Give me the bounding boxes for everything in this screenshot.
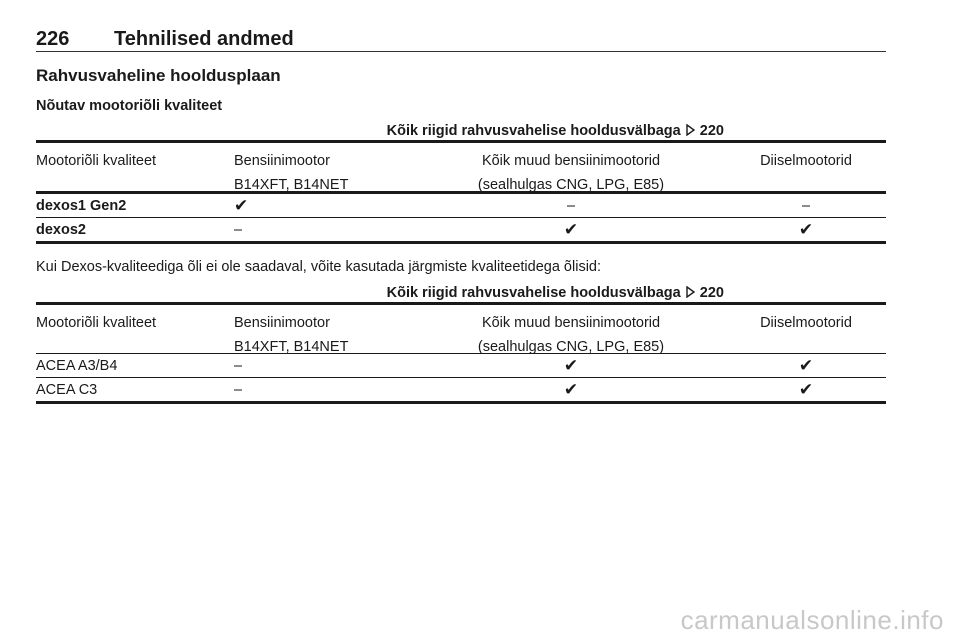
page-reference-link[interactable] [685,285,724,301]
cell-diesel: ✔ [798,380,814,399]
header-petrol-b14-line2: B14XFT, B14NET [234,339,349,355]
table-row [36,354,886,377]
header-other-petrol [436,149,706,197]
chapter-title: Tehnilised andmed [114,28,294,50]
table-row [36,218,886,241]
cell-diesel: – [801,198,811,214]
watermark-text: carmanualsonline.info [680,605,944,635]
table-header-row [36,305,886,353]
page-header [36,29,886,49]
oil-quality-table-acea [36,284,886,404]
cell-other-petrol: ✔ [563,220,579,239]
cell-b14: – [234,382,243,398]
header-other-petrol-line2: (sealhulgas CNG, LPG, E85) [477,339,665,355]
table-caption [36,284,886,302]
cell-diesel: ✔ [798,356,814,375]
header-petrol-b14 [234,149,348,197]
header-diesel: Diiselmootorid [760,153,852,169]
header-oil-quality: Mootoriõli kvaliteet [36,315,157,331]
cell-quality: dexos1 Gen2 [36,198,127,214]
header-divider [36,51,886,52]
alternative-oil-paragraph: Kui Dexos-kvaliteediga õli ei ole saadaval, võite kasutada järgmiste kvaliteetidega õlisid: [36,259,602,275]
cell-quality: dexos2 [36,222,86,238]
header-other-petrol-line1: Kõik muud bensiinimootorid [481,315,661,331]
cell-other-petrol: – [566,198,576,214]
table-rule-bottom [36,241,886,244]
header-oil-quality: Mootoriõli kvaliteet [36,153,157,169]
cell-diesel: ✔ [798,220,814,239]
cell-b14: ✔ [234,196,249,215]
page-reference-link[interactable] [685,123,724,139]
cell-quality: ACEA C3 [36,382,98,398]
cell-quality: ACEA A3/B4 [36,358,118,374]
cell-b14: – [234,222,243,238]
arrow-right-icon [685,124,696,136]
page-number: 226 [36,28,70,50]
header-petrol-b14-line1: Bensiinimootor [234,153,330,169]
subsection-title: Nõutav mootoriõli kvaliteet [36,98,223,114]
page-reference-number: 220 [699,123,724,139]
oil-quality-table-dexos [36,122,886,244]
table-row [36,194,886,217]
table-caption [36,122,886,140]
header-other-petrol-line2: (sealhulgas CNG, LPG, E85) [477,177,665,193]
cell-other-petrol: ✔ [563,380,579,399]
header-petrol-b14-line2: B14XFT, B14NET [234,177,349,193]
table-row [36,378,886,401]
header-other-petrol-line1: Kõik muud bensiinimootorid [481,153,661,169]
header-petrol-b14 [234,311,348,359]
arrow-right-icon [685,286,696,298]
header-petrol-b14-line1: Bensiinimootor [234,315,330,331]
cell-other-petrol: ✔ [563,356,579,375]
section-title: Rahvusvaheline hooldusplaan [36,66,281,85]
header-other-petrol [436,311,706,359]
page-reference-number: 220 [699,285,724,301]
table-caption-text: Kõik riigid rahvusvahelise hooldusvälbaga [386,285,681,301]
cell-b14: – [234,358,243,374]
table-caption-text: Kõik riigid rahvusvahelise hooldusvälbaga [386,123,681,139]
table-header-row [36,143,886,191]
header-diesel: Diiselmootorid [760,315,852,331]
table-rule-bottom [36,401,886,404]
